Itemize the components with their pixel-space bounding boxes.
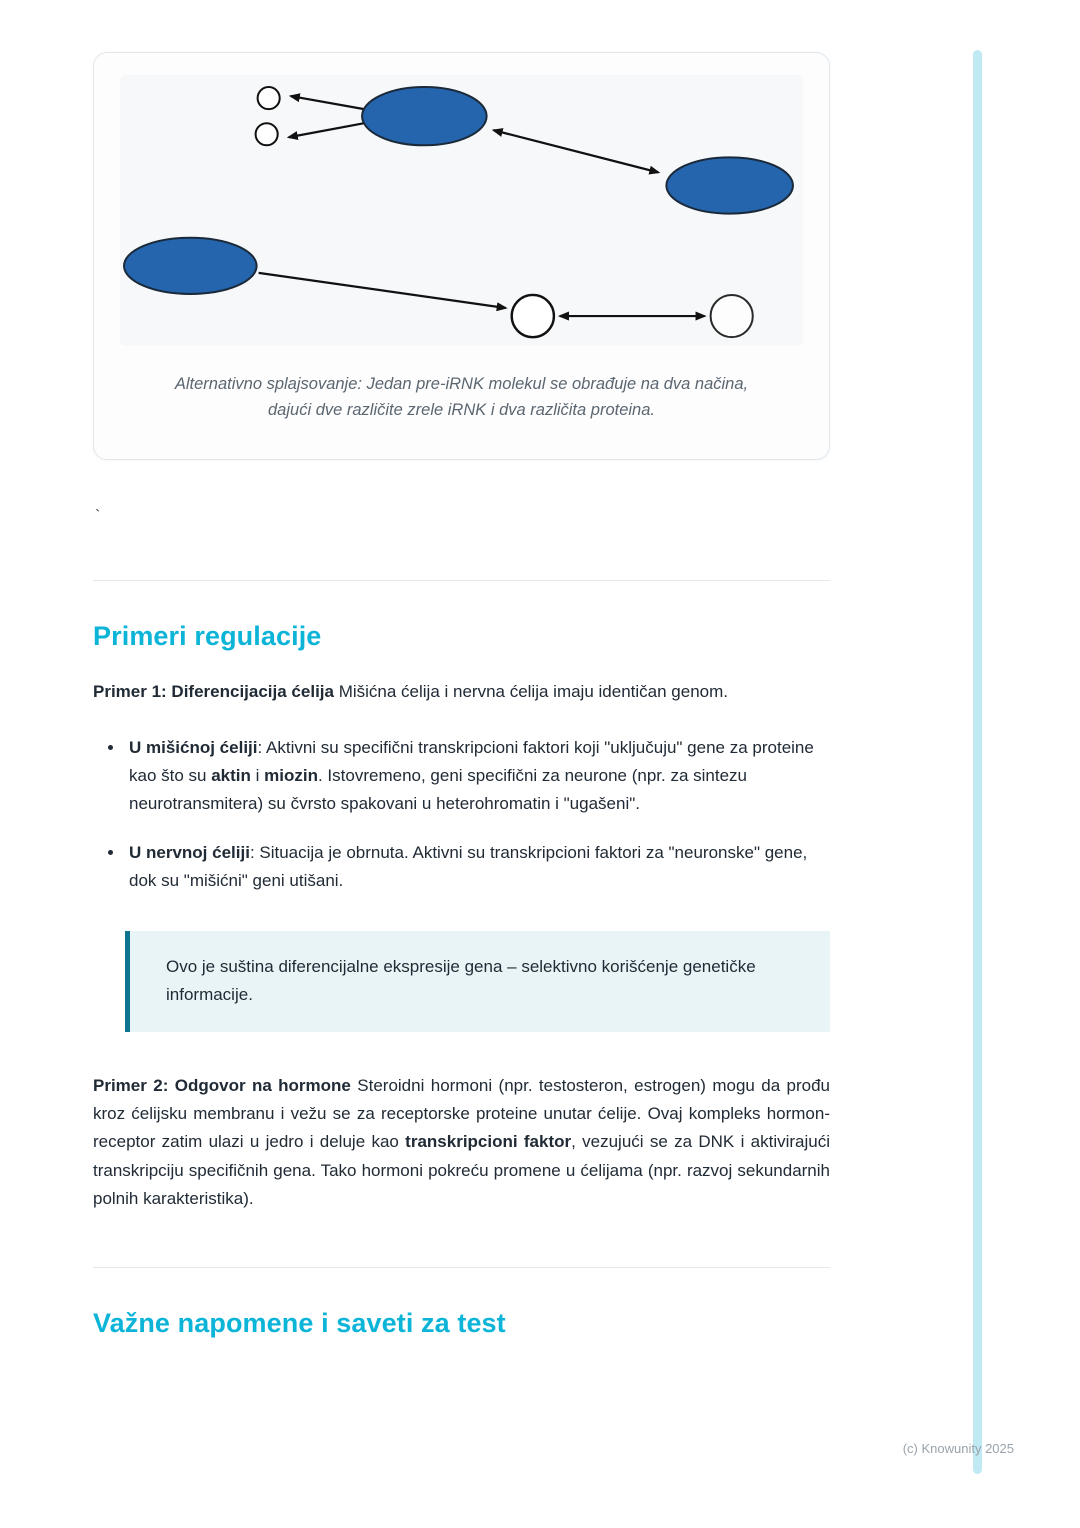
- primer-2-text-b: , vezujući se za DNK i aktivirajući transkripciju specifičnih gena. Tako hormoni pokreću promene u ćelijama (npr. razvoj sekundarnih polnih karakteristika).: [93, 1132, 831, 1208]
- paragraph-primer-1: [93, 678, 830, 706]
- protein-circle-1: [512, 295, 554, 337]
- arrow-to-protein-1: [259, 273, 506, 308]
- bullet-1-text-b: i: [250, 766, 265, 786]
- rna-ellipse-top: [362, 87, 487, 145]
- section-divider-2: [93, 1267, 830, 1268]
- protein-circle-2: [711, 295, 753, 337]
- primer-2-lead: Primer 2: Odgovor na hormone: [93, 1076, 351, 1096]
- section-divider-1: [93, 580, 830, 581]
- section-heading-vazne-napomene: Važne napomene i saveti za test: [93, 1307, 506, 1338]
- highlight-callout: [125, 931, 830, 1033]
- example-list: [93, 734, 830, 894]
- splicing-diagram-box: [120, 75, 803, 346]
- bullet-1-bold-aktin: aktin: [211, 766, 251, 786]
- paragraph-primer-2: [93, 1072, 830, 1212]
- bullet-1-text-a: : Aktivni su specifični transkripcioni faktori koji "uključuju" gene za proteine kao što su: [129, 738, 814, 786]
- bullet-2-text: : Situacija je obrnuta. Aktivni su transkripcioni faktori za "neuronske" gene, dok su "mišićni" geni utišani.: [129, 842, 808, 890]
- primer-2-text-a: Steroidni hormoni (npr. testosteron, estrogen) mogu da prođu kroz ćelijsku membranu i vežu se za receptorske proteine unutar ćelije. Ovaj kompleks hormon-receptor zatim ulazi u jedro i deluje kao: [93, 1076, 831, 1152]
- rna-ellipse-right: [666, 157, 793, 213]
- list-item-misicna-celija: [125, 734, 830, 818]
- primer-1-lead: Primer 1: Diferencijacija ćelija: [93, 682, 334, 702]
- bullet-1-lead: U mišićnoj ćeliji: [129, 738, 258, 758]
- small-circle-2: [256, 123, 278, 145]
- callout-text: Ovo je suština diferencijalne ekspresije gena – selektivno korišćenje genetičke informacije.: [166, 956, 756, 1005]
- bullet-1-text-c: . Istovremeno, geni specifični za neurone (npr. za sintezu neurotransmitera) su čvrsto spakovani u heterohromatin i "ugašeni".: [129, 766, 747, 814]
- rna-ellipse-left: [124, 238, 257, 294]
- splicing-diagram: [120, 75, 803, 346]
- double-arrow-top: [494, 130, 659, 172]
- list-item-nervna-celija: [125, 839, 830, 895]
- section-heading-primeri-regulacije: Primeri regulacije: [93, 621, 322, 652]
- small-circle-1: [258, 87, 280, 109]
- bullet-1-bold-miozin: miozin: [264, 766, 318, 786]
- page-content: [93, 52, 830, 1365]
- bullet-2-lead: U nervnoj ćeliji: [129, 842, 250, 862]
- primer-2-bold-transkripcioni-faktor: transkripcioni faktor: [405, 1132, 572, 1152]
- page-scrollbar[interactable]: [973, 50, 982, 1474]
- primer-1-text: Mišićna ćelija i nervna ćelija imaju identičan genom.: [333, 682, 728, 702]
- arrow-to-circle-1: [291, 96, 364, 109]
- copyright-note: (c) Knowunity 2025: [902, 1441, 1014, 1456]
- arrow-to-circle-2: [289, 123, 364, 137]
- figure-panel: [93, 52, 830, 460]
- stray-character: `: [95, 508, 101, 526]
- figure-caption: Alternativno splajsovanje: Jedan pre-iRNK molekul se obrađuje na dva načina, dajući dve različite zrele iRNK i dva različita proteina.: [174, 375, 749, 419]
